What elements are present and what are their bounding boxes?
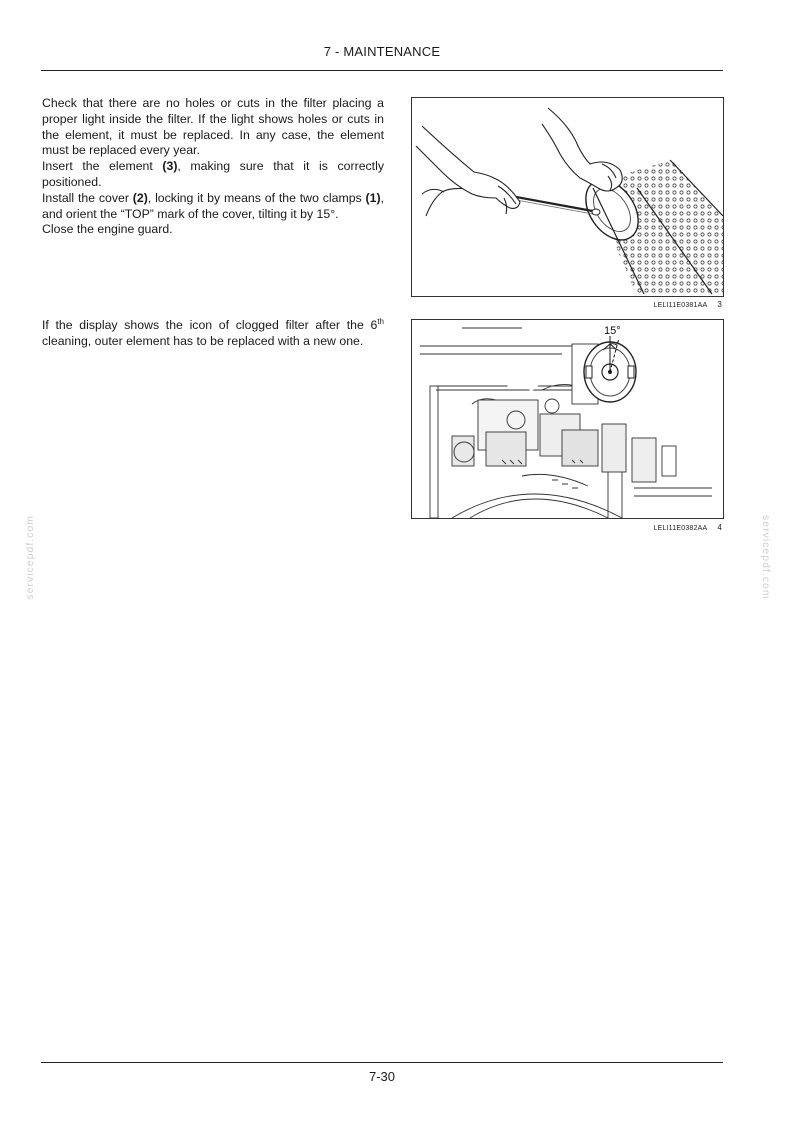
air-filter-housing bbox=[572, 342, 636, 404]
watermark-right: servicepdf.com bbox=[760, 515, 772, 600]
right-hand bbox=[542, 108, 622, 191]
figure-3-number: 3 bbox=[717, 300, 722, 309]
engine-air-filter-illustration bbox=[412, 320, 723, 518]
page-header-title: 7 - MAINTENANCE bbox=[323, 44, 441, 59]
insert-text-b: , making sure that it is correctly positioned. bbox=[42, 159, 384, 189]
watermark-left: servicepdf.com bbox=[24, 515, 36, 600]
ref-clamps-1: (1) bbox=[365, 190, 381, 205]
engine-compartment bbox=[420, 328, 712, 518]
clogged-text-a: If the display shows the icon of clogged filter after the 6 bbox=[42, 318, 378, 332]
paragraph-insert-element bbox=[42, 159, 384, 191]
callout-arrow bbox=[508, 372, 542, 392]
paragraph-close-guard: Close the engine guard. bbox=[42, 222, 173, 237]
figure-4-number: 4 bbox=[717, 523, 722, 532]
clogged-text-b: cleaning, outer element has to be replaced with a new one. bbox=[42, 333, 364, 348]
paragraph-clogged-filter bbox=[42, 318, 384, 350]
paragraph-check-holes: Check that there are no holes or cuts in the filter placing a proper light inside the filter. If the light shows holes or cuts in the element, it must be replaced. In any case, the element must be replaced every year. bbox=[42, 96, 384, 158]
ref-element-3: (3) bbox=[162, 159, 178, 174]
filter-inspection-illustration bbox=[412, 98, 723, 296]
figure-filter-inspection bbox=[411, 97, 724, 297]
ref-cover-2: (2) bbox=[132, 190, 148, 205]
install-text-b: , locking it by means of the two clamps bbox=[147, 190, 366, 205]
install-text-c: , and orient the “TOP” mark of the cover, tilting it by 15°. bbox=[42, 190, 384, 221]
footer-rule bbox=[41, 1062, 723, 1063]
figure-engine-air-filter bbox=[411, 319, 724, 519]
figure-3-caption bbox=[653, 300, 722, 309]
paragraph-install-cover bbox=[42, 191, 384, 223]
header-rule bbox=[41, 70, 723, 71]
page-number: 7-30 bbox=[368, 1069, 396, 1084]
section-filter-check bbox=[42, 96, 384, 238]
install-text-a: Install the cover bbox=[42, 190, 133, 205]
angle-label: 15° bbox=[604, 325, 621, 337]
ordinal-suffix: th bbox=[377, 317, 384, 326]
figure-4-caption bbox=[653, 523, 722, 532]
figure-3-code: LELI11E0381AA bbox=[653, 302, 708, 309]
left-hand bbox=[416, 126, 520, 214]
section-clogged-filter bbox=[42, 318, 384, 350]
figure-4-code: LELI11E0382AA bbox=[653, 525, 708, 532]
insert-text-a: Insert the element bbox=[42, 159, 163, 174]
